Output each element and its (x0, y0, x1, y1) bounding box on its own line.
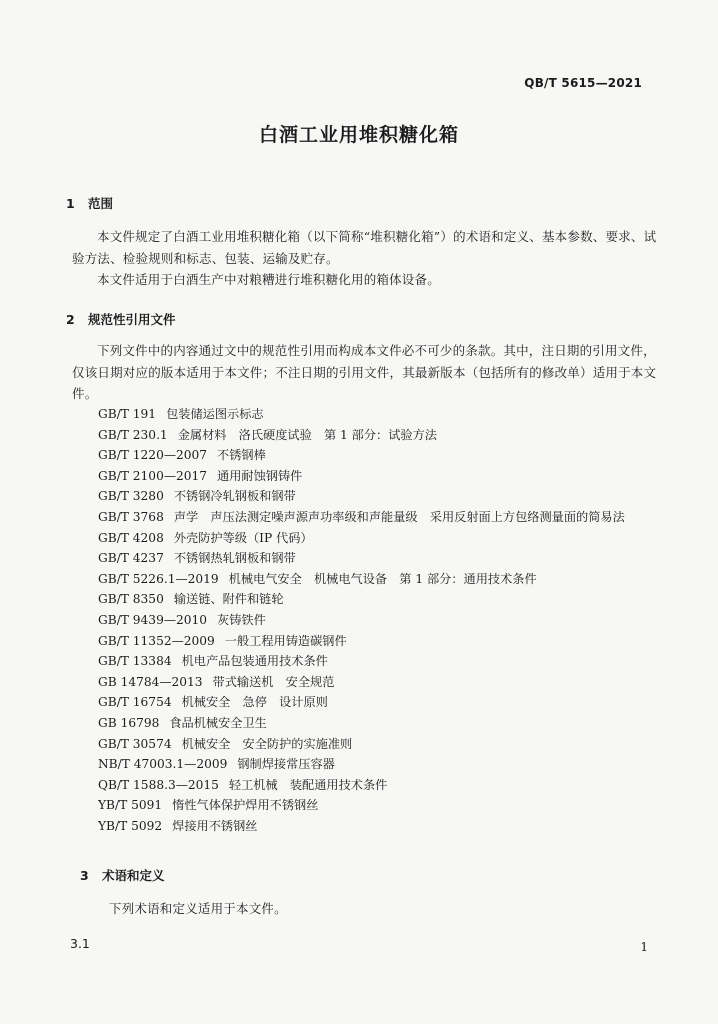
section-3-title: 术语和定义 (102, 868, 165, 883)
reference-item: GB/T 13384 机电产品包装通用技术条件 (98, 654, 328, 669)
reference-item: GB/T 1220—2007 不锈钢棒 (98, 448, 266, 463)
section-3-heading (80, 866, 165, 884)
reference-item: GB/T 3280 不锈钢冷轧钢板和钢带 (98, 489, 296, 504)
section-2-number: 2 (66, 312, 75, 327)
reference-item: GB/T 2100—2017 通用耐蚀钢铸件 (98, 468, 303, 483)
scope-paragraph-2: 本文件适用于白酒生产中对粮糟进行堆积糖化用的箱体设备。 (97, 272, 440, 287)
section-1-heading (66, 194, 113, 212)
reference-item: NB/T 47003.1—2009 钢制焊接常压容器 (98, 757, 335, 772)
standard-code: QB/T 5615—2021 (524, 76, 642, 90)
reference-item: GB 14784—2013 带式输送机 安全规范 (98, 674, 335, 689)
reference-item: GB/T 4208 外壳防护等级（IP 代码） (98, 530, 313, 545)
reference-item: GB/T 9439—2010 灰铸铁件 (98, 612, 266, 627)
normative-references-intro: 下列文件中的内容通过文中的规范性引用而构成本文件必不可少的条款。其中，注日期的引用文件，仅该日期对应的版本适用于本文件；不注日期的引用文件，其最新版本（包括所有的修改单）适用于本文件。 (72, 343, 657, 401)
reference-item: GB/T 4237 不锈钢热轧钢板和钢带 (98, 551, 296, 566)
reference-item: GB/T 3768 声学 声压法测定噪声源声功率级和声能量级 采用反射面上方包络测量面的简易法 (98, 509, 625, 524)
section-2-heading (66, 310, 176, 328)
section-2-title: 规范性引用文件 (88, 312, 176, 327)
scope-paragraph-1: 本文件规定了白酒工业用堆积糖化箱（以下简称“堆积糖化箱”）的术语和定义、基本参数、要求、试验方法、检验规则和标志、包装、运输及贮存。 (72, 229, 657, 266)
section-1-number: 1 (66, 196, 75, 211)
reference-item: GB/T 16754 机械安全 急停 设计原则 (98, 695, 328, 710)
reference-item: GB/T 30574 机械安全 安全防护的实施准则 (98, 736, 353, 751)
section-3-number: 3 (80, 868, 89, 883)
reference-item: GB 16798 食品机械安全卫生 (98, 715, 267, 730)
clause-3-1-number: 3.1 (70, 936, 90, 951)
page-number: 1 (640, 940, 648, 954)
reference-item: YB/T 5092 焊接用不锈钢丝 (98, 818, 258, 833)
reference-item: YB/T 5091 惰性气体保护焊用不锈钢丝 (98, 798, 319, 813)
reference-list (98, 404, 625, 836)
section-1-title: 范围 (88, 196, 114, 211)
document-title: 白酒工业用堆积糖化箱 (258, 124, 459, 146)
reference-item: GB/T 230.1 金属材料 洛氏硬度试验 第 1 部分：试验方法 (98, 427, 437, 442)
terms-intro: 下列术语和定义适用于本文件。 (109, 901, 287, 916)
reference-item: GB/T 191 包装储运图示标志 (98, 407, 264, 421)
reference-item: QB/T 1588.3—2015 轻工机械 装配通用技术条件 (98, 777, 388, 792)
reference-item: GB/T 8350 输送链、附件和链轮 (98, 592, 284, 607)
reference-item: GB/T 5226.1—2019 机械电气安全 机械电气设备 第 1 部分：通用技术条件 (98, 571, 537, 586)
reference-item: GB/T 11352—2009 一般工程用铸造碳钢件 (98, 633, 347, 648)
